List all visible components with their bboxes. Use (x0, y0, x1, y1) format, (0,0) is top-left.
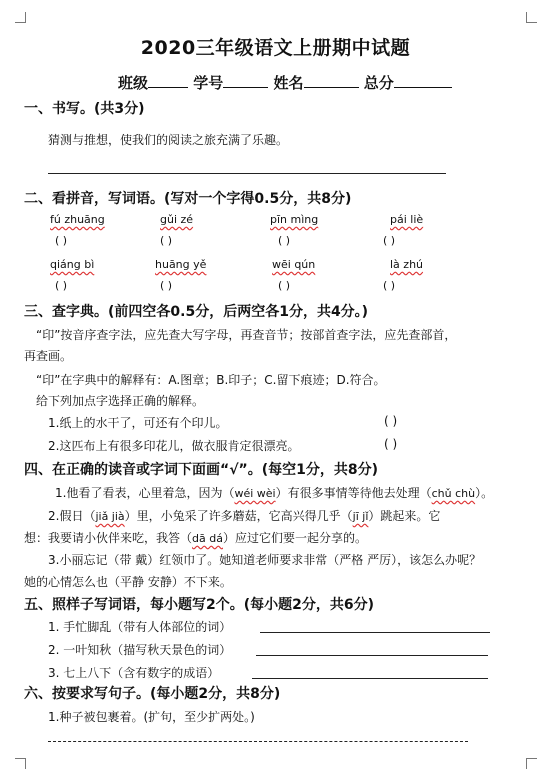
pinyin-5: qiáng bì (50, 258, 95, 271)
answer-box-5[interactable]: ( ) (55, 279, 68, 292)
choice-da[interactable]: dā dá (192, 532, 223, 545)
class-blank[interactable] (148, 73, 188, 88)
section-3-heading: 三、查字典。(前四空各0.5分，后两空各1分，共4分。) (24, 304, 369, 320)
answer-box-8[interactable]: ( ) (383, 279, 396, 292)
section-1-heading: 一、书写。(共3分) (24, 101, 145, 117)
section-3-answer-2[interactable]: ( ) (384, 437, 398, 451)
answer-box-6[interactable]: ( ) (160, 279, 173, 292)
pinyin-1: fú zhuāng (50, 213, 105, 226)
section-3-paragraph-2: “印”在字典中的解释有：A.图章；B.印子；C.留下痕迹；D.符合。 (36, 373, 386, 387)
section-5-heading: 五、照样子写词语，每小题写2个。(每小题2分，共6分) (24, 597, 375, 613)
section-5-question-2: 2. 一叶知秋（描写秋天景色的词） (48, 643, 232, 657)
answer-box-1[interactable]: ( ) (55, 234, 68, 247)
section-3-paragraph-1: “印”按音序查字法，应先查大写字母，再查音节；按部首查字法，应先查部首， (36, 328, 457, 342)
section-3-question-2: 2.这匹布上有很多印花儿，做衣服肯定很漂亮。 (48, 439, 300, 453)
section-5-answer-line-1[interactable] (260, 632, 490, 633)
section-6-question-1: 1.种子被包裹着。(扩句，至少扩两处。) (48, 710, 255, 724)
section-6-heading: 六、按要求写句子。(每小题2分，共8分) (24, 686, 281, 702)
section-6-answer-line[interactable] (48, 741, 468, 742)
choice-wei[interactable]: wéi wèi (234, 487, 276, 500)
pinyin-6: huāng yě (155, 258, 207, 271)
corner-mark-top-left (15, 12, 26, 23)
choice-jia[interactable]: jiǎ jià (95, 510, 125, 523)
pinyin-4: pái liè (390, 213, 424, 226)
answer-box-3[interactable]: ( ) (278, 234, 291, 247)
answer-box-7[interactable]: ( ) (278, 279, 291, 292)
student-info-line (118, 72, 452, 93)
section-2-heading: 二、看拼音，写词语。(写对一个字得0.5分，共8分) (24, 191, 352, 207)
page-title: 2020三年级语文上册期中试题 (140, 37, 411, 59)
section-1-writing-line[interactable] (48, 173, 446, 174)
pinyin-8: là zhú (390, 258, 424, 271)
section-1-text: 猜测与推想，使我们的阅读之旅充满了乐趣。 (48, 133, 289, 147)
section-4-question-3: 3.小丽忘记（带 戴）红领巾了。她知道老师要求非常（严格 严厉），该怎么办呢？ (48, 553, 482, 567)
total-label: 总分 (363, 74, 394, 92)
section-5-question-1: 1. 手忙脚乱（带有人体部位的词） (48, 620, 232, 634)
choice-chu[interactable]: chǔ chù (431, 487, 476, 500)
section-4-question-2-cont: 想：我要请小伙伴来吃，我答（dā dá）应过它们要一起分享的。 (24, 531, 367, 545)
section-4-heading: 四、在正确的读音或字词下面画“√”。(每空1分，共8分) (24, 462, 379, 478)
section-3-paragraph-3: 给下列加点字选择正确的解释。 (36, 394, 205, 408)
name-blank[interactable] (304, 73, 359, 88)
class-label: 班级 (118, 74, 149, 92)
pinyin-2: gǔi zé (160, 213, 194, 226)
number-label: 学号 (193, 74, 224, 92)
section-5-answer-line-3[interactable] (252, 678, 488, 679)
section-3-paragraph-1-cont: 再查画。 (24, 349, 73, 363)
answer-box-4[interactable]: ( ) (383, 234, 396, 247)
pinyin-3: pīn mìng (270, 213, 319, 226)
pinyin-7: wēi qún (272, 258, 316, 271)
name-label: 姓名 (273, 74, 304, 92)
choice-ji[interactable]: jī jǐ (352, 510, 369, 523)
section-3-answer-1[interactable]: ( ) (384, 414, 398, 428)
section-3-question-1: 1.纸上的水干了，可还有个印儿。 (48, 416, 228, 430)
answer-box-2[interactable]: ( ) (160, 234, 173, 247)
corner-mark-bottom-right (526, 758, 537, 769)
total-blank[interactable] (394, 73, 452, 88)
number-blank[interactable] (223, 73, 268, 88)
section-5-answer-line-2[interactable] (256, 655, 488, 656)
corner-mark-bottom-left (15, 758, 26, 769)
section-4-question-3-cont: 她的心情怎么也（平静 安静）不下来。 (24, 575, 232, 589)
section-5-question-3: 3. 七上八下（含有数字的成语） (48, 666, 220, 680)
corner-mark-top-right (526, 12, 537, 23)
section-4-question-2: 2.假日（jiǎ jià）里，小兔采了许多蘑菇，它高兴得几乎（jī jǐ）跳起来。它 (48, 509, 441, 523)
section-4-question-1: 1.他看了看表，心里着急，因为（wéi wèi）有很多事情等待他去处理（chǔ chù）。 (55, 486, 494, 500)
